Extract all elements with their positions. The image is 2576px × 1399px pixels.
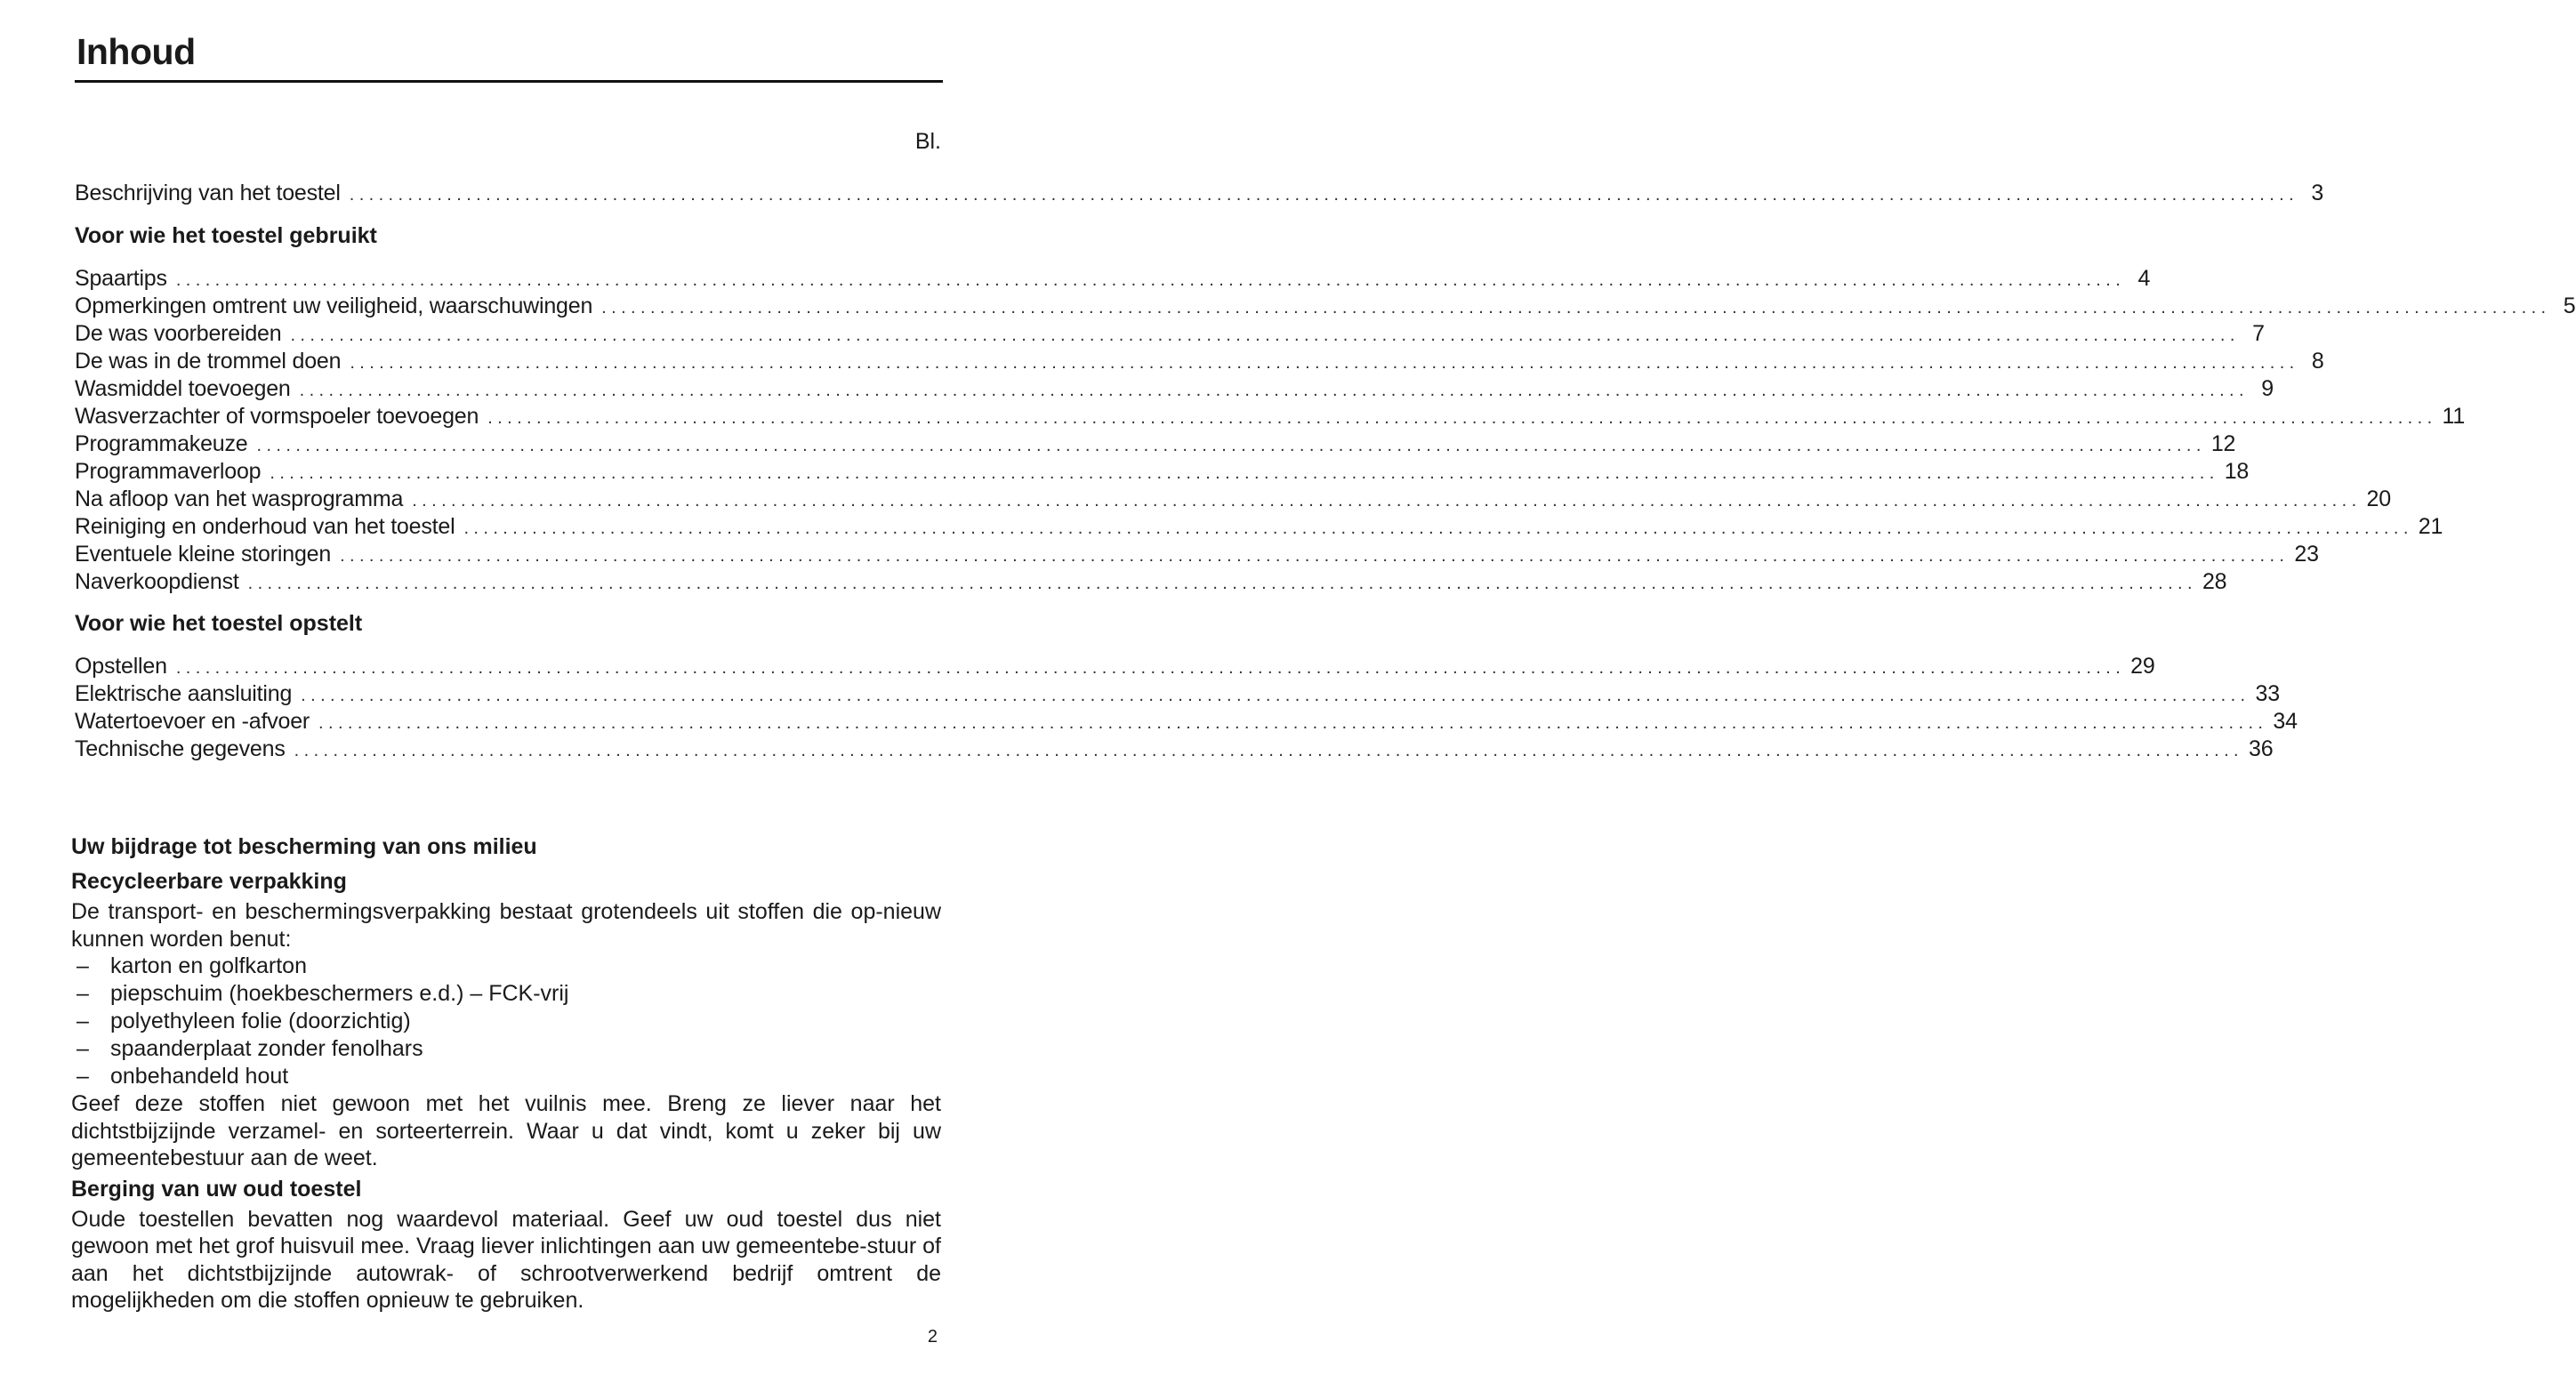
list-item (71, 1008, 941, 1035)
page-number: 2 (927, 1327, 938, 1347)
toc-item-page: 12 (2210, 431, 2236, 456)
toc-row[interactable] (75, 430, 2236, 458)
toc-item-page: 20 (2366, 486, 2391, 511)
list-dash: – (76, 1036, 89, 1061)
disposal-text: Oude toestellen bevatten nog waardevol materiaal. Geef uw oud toestel dus niet gewoon met het grof huisvuil mee. Vraag liever inlichtingen aan uw gemeentebe-stuur of aan het dichtstbijzijnde autowrak- of schrootverwerkend bedrijf omtrent de mogelijkheden om die stoffen opnieuw te gebruiken. (71, 1206, 941, 1313)
toc-item-page: 8 (2311, 349, 2324, 374)
toc-row[interactable] (75, 348, 2324, 375)
section-heading-user: Voor wie het toestel gebruikt (75, 223, 377, 248)
toc-row[interactable] (75, 513, 2443, 541)
toc-row[interactable] (75, 458, 2250, 486)
toc-item-page: 36 (2248, 736, 2274, 761)
toc-leader-dots: ........................................................................................................................................................................................................ (247, 574, 2197, 593)
toc-leader-dots: ........................................................................................................................................................................................................ (290, 326, 2240, 345)
list-item (71, 1035, 941, 1063)
toc-leader-dots: ........................................................................................................................................................................................................ (175, 270, 2126, 290)
toc-row[interactable] (75, 486, 2391, 513)
toc-leader-dots: ........................................................................................................................................................................................................ (301, 686, 2250, 705)
list-item (71, 953, 941, 980)
toc-row[interactable] (75, 180, 2324, 207)
toc-user-list (75, 265, 2576, 596)
toc-leader-dots: ........................................................................................................................................................................................................ (349, 185, 2299, 205)
toc-leader-dots: ........................................................................................................................................................................................................ (256, 436, 2206, 455)
toc-item-page: 28 (2202, 569, 2227, 594)
list-item-text: karton en golfkarton (110, 953, 307, 978)
toc-leader-dots: ........................................................................................................................................................................................................ (350, 353, 2299, 373)
toc-item-label: Programmaverloop (75, 459, 262, 484)
list-item (71, 980, 941, 1008)
environment-section (71, 829, 941, 1315)
toc-installer-list (75, 653, 2298, 763)
toc-leader-dots: ........................................................................................................................................................................................................ (299, 381, 2249, 400)
toc-row[interactable] (75, 293, 2576, 320)
list-dash: – (76, 981, 89, 1006)
list-item-text: piepschuim (hoekbeschermers e.d.) – FCK-vrij (110, 981, 569, 1006)
disposal-heading: Berging van uw oud toestel (71, 1176, 362, 1202)
list-dash: – (76, 1064, 89, 1089)
toc-leader-dots: ........................................................................................................................................................................................................ (601, 298, 2551, 318)
page-title: Inhoud (76, 31, 196, 72)
toc-leader-dots: ........................................................................................................................................................................................................ (463, 519, 2413, 538)
list-dash: – (76, 1009, 89, 1033)
toc-item-page: 29 (2130, 654, 2155, 679)
toc-item-page: 21 (2418, 514, 2443, 539)
toc-row[interactable] (75, 736, 2274, 763)
section-heading-installer: Voor wie het toestel opstelt (75, 611, 363, 636)
toc-item-page: 34 (2273, 709, 2298, 734)
toc-item-label: Reiniging en onderhoud van het toestel (75, 514, 455, 539)
packaging-outro: Geef deze stoffen niet gewoon met het vuilnis mee. Breng ze liever naar het dichtstbijzijnde verzamel- en sorteerterrein. Waar u dat vindt, komt u zeker bij uw gemeentebestuur aan de weet. (71, 1091, 941, 1170)
toc-row[interactable] (75, 568, 2227, 596)
toc-item-page: 9 (2261, 376, 2274, 401)
title-underline (75, 80, 943, 83)
toc-row[interactable] (75, 375, 2274, 403)
toc-row[interactable] (75, 708, 2298, 736)
toc-leader-dots: ........................................................................................................................................................................................................ (412, 491, 2362, 511)
toc-item-page: 11 (2442, 404, 2466, 429)
toc-item-label: Elektrische aansluiting (75, 681, 293, 706)
toc-item-label: Eventuele kleine storingen (75, 542, 332, 567)
toc-item-label: Wasverzachter of vormspoeler toevoegen (75, 404, 479, 429)
packaging-heading: Recycleerbare verpakking (71, 869, 347, 894)
list-item (71, 1063, 941, 1090)
list-item-text: onbehandeld hout (110, 1064, 289, 1089)
toc-item-label: Spaartips (75, 266, 167, 291)
toc-item-label: Opmerkingen omtrent uw veiligheid, waarschuwingen (75, 293, 593, 318)
environment-heading: Uw bijdrage tot bescherming van ons milieu (71, 834, 537, 859)
toc-item-label: Na afloop van het wasprogramma (75, 486, 404, 511)
toc-item-page: 23 (2294, 542, 2319, 567)
toc-item-label: Opstellen (75, 654, 167, 679)
toc-item-label: Watertoevoer en -afvoer (75, 709, 310, 734)
list-dash: – (76, 953, 89, 978)
toc-leader-dots: ........................................................................................................................................................................................................ (270, 463, 2219, 483)
toc-item-label: Technische gegevens (75, 736, 286, 761)
toc-item-label: Wasmiddel toevoegen (75, 376, 291, 401)
toc-leader-dots: ........................................................................................................................................................................................................ (318, 713, 2268, 733)
list-item-text: spaanderplaat zonder fenolhars (110, 1036, 423, 1061)
toc-row[interactable] (75, 541, 2319, 568)
toc-item-label: Beschrijving van het toestel (75, 181, 341, 205)
toc-item-page: 5 (2563, 293, 2576, 318)
toc-row[interactable] (75, 403, 2466, 430)
toc-leader-dots: ........................................................................................................................................................................................................ (175, 658, 2126, 678)
toc-item-label: Programmakeuze (75, 431, 248, 456)
toc-item-label: De was in de trommel doen (75, 349, 342, 374)
toc-item-page: 18 (2224, 459, 2250, 484)
toc-row[interactable] (75, 265, 2151, 293)
list-item-text: polyethyleen folie (doorzichtig) (110, 1009, 411, 1033)
page-column-label: Bl. (914, 129, 941, 154)
toc-item-page: 33 (2255, 681, 2280, 706)
toc-intro (75, 180, 2324, 207)
toc-item-label: Naverkoopdienst (75, 569, 239, 594)
toc-leader-dots: ........................................................................................................................................................................................................ (340, 546, 2290, 566)
toc-item-page: 7 (2252, 321, 2265, 346)
toc-leader-dots: ........................................................................................................................................................................................................ (487, 408, 2437, 428)
packaging-material-list (71, 953, 941, 1090)
packaging-intro: De transport- en beschermingsverpakking bestaat grotendeels uit stoffen die op-nieuw kunnen worden benut: (71, 899, 941, 952)
toc-row[interactable] (75, 320, 2265, 348)
toc-item-page: 3 (2311, 181, 2324, 205)
toc-row[interactable] (75, 680, 2280, 708)
toc-item-label: De was voorbereiden (75, 321, 282, 346)
toc-item-page: 4 (2137, 266, 2151, 291)
toc-leader-dots: ........................................................................................................................................................................................................ (294, 741, 2243, 760)
toc-row[interactable] (75, 653, 2155, 680)
